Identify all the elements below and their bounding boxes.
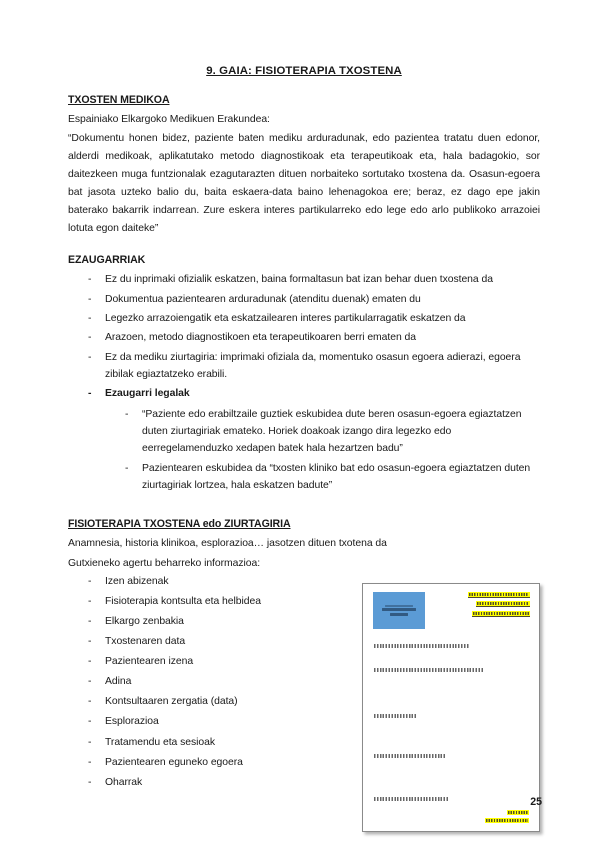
list-item-label: Ez da mediku ziurtagiria: imprimaki ofiziala da, momentuko osasun egoera adierazi, egoera zibilak egiaztatzeko erabili. (105, 351, 521, 380)
list-item (68, 272, 540, 289)
list-item-label: Pazientearen eguneko egoera (105, 756, 243, 768)
list-item (68, 775, 358, 791)
list-item-legal-features (68, 386, 540, 403)
list-item (68, 694, 358, 710)
list-item (68, 634, 358, 650)
list-item-label: Kontsultaaren zergatia (data) (105, 696, 238, 708)
thumbnail-highlighted-header-block (468, 592, 530, 617)
list-item (68, 574, 358, 590)
dash-bullet-icon: - (88, 332, 92, 344)
dash-bullet-icon: - (125, 408, 129, 420)
list-item-label: Tratamendu eta sesioak (105, 736, 215, 748)
list-item-label: Pazientearen izena (105, 656, 194, 668)
thumbnail-highlight-line (472, 611, 530, 617)
list-item-label: “Paziente edo erabiltzaile guztiek eskubidea dute beren osasun-egoera egiaztatzen duten ziurtagiriak emateko. Horiek doakoak izango dira legezko edo eerregelamenduzko xedapen batek hala hezartzen badu” (142, 408, 522, 455)
features-list (68, 272, 540, 403)
list-item-label: Legezko arrazoiengatik eta eskatzailearen interes partikularragatik eskatzen da (105, 312, 466, 324)
dash-bullet-icon: - (88, 388, 92, 400)
list-item (68, 755, 358, 771)
list-item (68, 714, 358, 730)
embedded-document-thumbnail (362, 583, 540, 832)
list-item-label: Izen abizenak (105, 575, 169, 587)
dash-bullet-icon: - (125, 463, 129, 475)
list-item (68, 406, 540, 458)
dash-bullet-icon: - (88, 776, 92, 788)
physio-report-list-column (68, 574, 358, 795)
dash-bullet-icon: - (88, 575, 92, 587)
list-item-label: Fisioterapia kontsulta eta helbidea (105, 595, 261, 607)
thumbnail-highlight-line (476, 601, 530, 607)
section-heading-medical-report: TXOSTEN MEDIKOA (68, 93, 170, 106)
dash-bullet-icon: - (88, 274, 92, 286)
list-item-label: Pazientearen eskubidea da “txosten kliniko bat edo osasun-egoera egiaztatzen duten ziurtagiriak lortzea, hala eskatzen badute” (142, 463, 531, 492)
list-item (68, 311, 540, 328)
thumbnail-logo-icon (373, 592, 425, 629)
list-item-label: Txostenaren data (105, 636, 186, 648)
list-item (68, 330, 540, 347)
dash-bullet-icon: - (88, 615, 92, 627)
medical-report-subheading: Espainiako Elkargoko Medikuen Erakundea: (68, 114, 270, 126)
page-title: 9. GAIA: FISIOTERAPIA TXOSTENA (206, 65, 402, 77)
medical-report-quote: “Dokumentu honen bidez, paziente baten mediku arduradunak, edo pazientea tratatu duen edonor, alderdi medikoak, aplikatutako metodo diagnostikoak eta terapeutikoak eta, hala badagokio, sor daitezkeen muga funtzionalak ezagutarazten dituen norbaiteko sortutako txostena da. Osasun-egoera bat jasota uzteko balio du, baita eskaera-data baino lehenagokoa ere; beraz, ez dago epe jakin baterako bakarrik indarrean. Zure eskera interes partikularreko edo lege edo arlo publikoko arrazoiei lotuta egon daiteke” (68, 133, 540, 234)
list-item-label: Elkargo zenbakia (105, 615, 184, 627)
list-item (68, 735, 358, 751)
list-item (68, 292, 540, 309)
physio-report-line-2: Gutxieneko agertu beharreko informazioa: (68, 557, 261, 569)
dash-bullet-icon: - (88, 736, 92, 748)
list-item (68, 350, 540, 384)
dash-bullet-icon: - (88, 676, 92, 688)
physio-report-thumbnail-column (358, 574, 540, 832)
list-item-label: Esplorazioa (105, 716, 159, 728)
list-item-label: Oharrak (105, 776, 143, 788)
section-heading-features: EZAUGARRIAK (68, 253, 146, 266)
list-item-label: Arazoen, metodo diagnostikoen eta terapeutikoaren berri ematen da (105, 332, 416, 344)
thumbnail-highlight-line (468, 592, 530, 598)
list-item (68, 460, 540, 495)
dash-bullet-icon: - (88, 716, 92, 728)
dash-bullet-icon: - (88, 595, 92, 607)
dash-bullet-icon: - (88, 756, 92, 768)
section-heading-physio-report: FISIOTERAPIA TXOSTENA edo ZIURTAGIRIA (68, 518, 291, 531)
page-number: 25 (530, 796, 542, 808)
dash-bullet-icon: - (88, 656, 92, 668)
list-item-label: Ezaugarri legalak (105, 388, 190, 400)
list-item-label: Dokumentua pazientearen arduradunak (atenditu duenak) ematen du (105, 293, 421, 305)
physio-report-line-1: Anamnesia, historia klinikoa, esplorazioa… jasotzen dituen txotena da (68, 538, 387, 550)
thumbnail-body-text (374, 644, 528, 832)
dash-bullet-icon: - (88, 636, 92, 648)
legal-features-sublist (68, 406, 540, 495)
list-item (68, 654, 358, 670)
dash-bullet-icon: - (88, 312, 92, 324)
dash-bullet-icon: - (88, 351, 92, 363)
dash-bullet-icon: - (88, 696, 92, 708)
list-item (68, 594, 358, 610)
thumbnail-highlight-line (485, 818, 529, 823)
list-item-label: Ez du inprimaki ofizialik eskatzen, baina formaltasun bat izan behar duen txostena da (105, 274, 493, 286)
physio-report-info-list (68, 574, 358, 791)
list-item-label: Adina (105, 676, 132, 688)
list-item (68, 674, 358, 690)
thumbnail-highlight-line (507, 810, 529, 815)
list-item (68, 614, 358, 630)
physio-report-content (68, 574, 540, 832)
dash-bullet-icon: - (88, 293, 92, 305)
thumbnail-footer-highlights (485, 810, 529, 823)
